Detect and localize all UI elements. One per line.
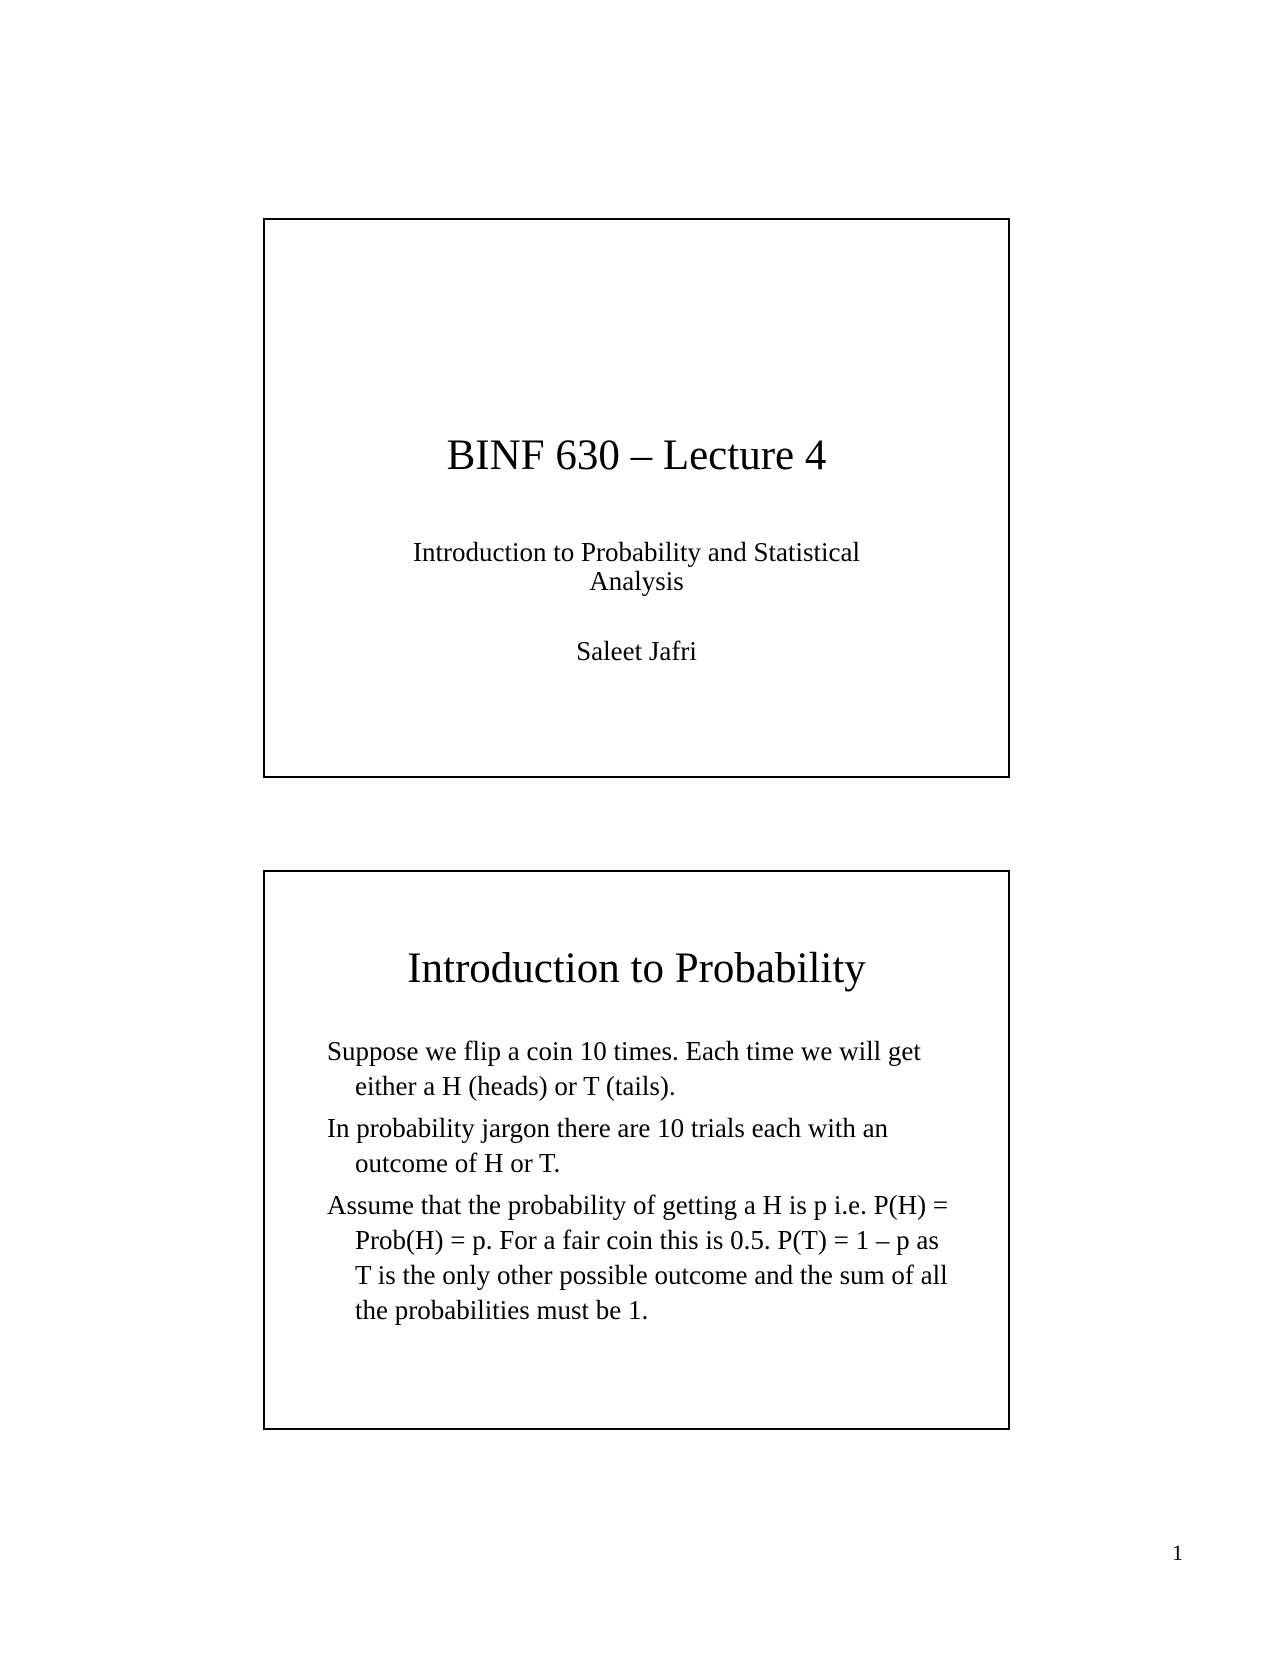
- slide-2-bullet-2: In probability jargon there are 10 trials each with an outcome of H or T.: [327, 1113, 889, 1178]
- slide-2-bullet-3: Assume that the probability of getting a H is p i.e. P(H) = Prob(H) = p. For a fair coin this is 0.5. P(T) = 1 – p as T is the only other possible outcome and the sum of all the probabilities must be 1.: [327, 1190, 949, 1325]
- slide-2-bullet-list: [327, 1034, 957, 1335]
- page-number: 1: [1172, 1540, 1183, 1565]
- slide-1-subtitle: [265, 538, 1008, 596]
- slide-1-subtitle-line-2: Analysis: [589, 566, 684, 596]
- slide-intro-probability: [263, 870, 1010, 1430]
- slide-2-bullet-1: Suppose we flip a coin 10 times. Each time we will get either a H (heads) or T (tails).: [327, 1036, 921, 1101]
- slide-1-subtitle-line-1: Introduction to Probability and Statistical: [413, 537, 860, 567]
- slide-2-title: Introduction to Probability: [407, 945, 866, 992]
- slide-title: [263, 218, 1010, 778]
- slide-1-author: Saleet Jafri: [576, 636, 697, 666]
- slide-1-title: BINF 630 – Lecture 4: [446, 432, 827, 479]
